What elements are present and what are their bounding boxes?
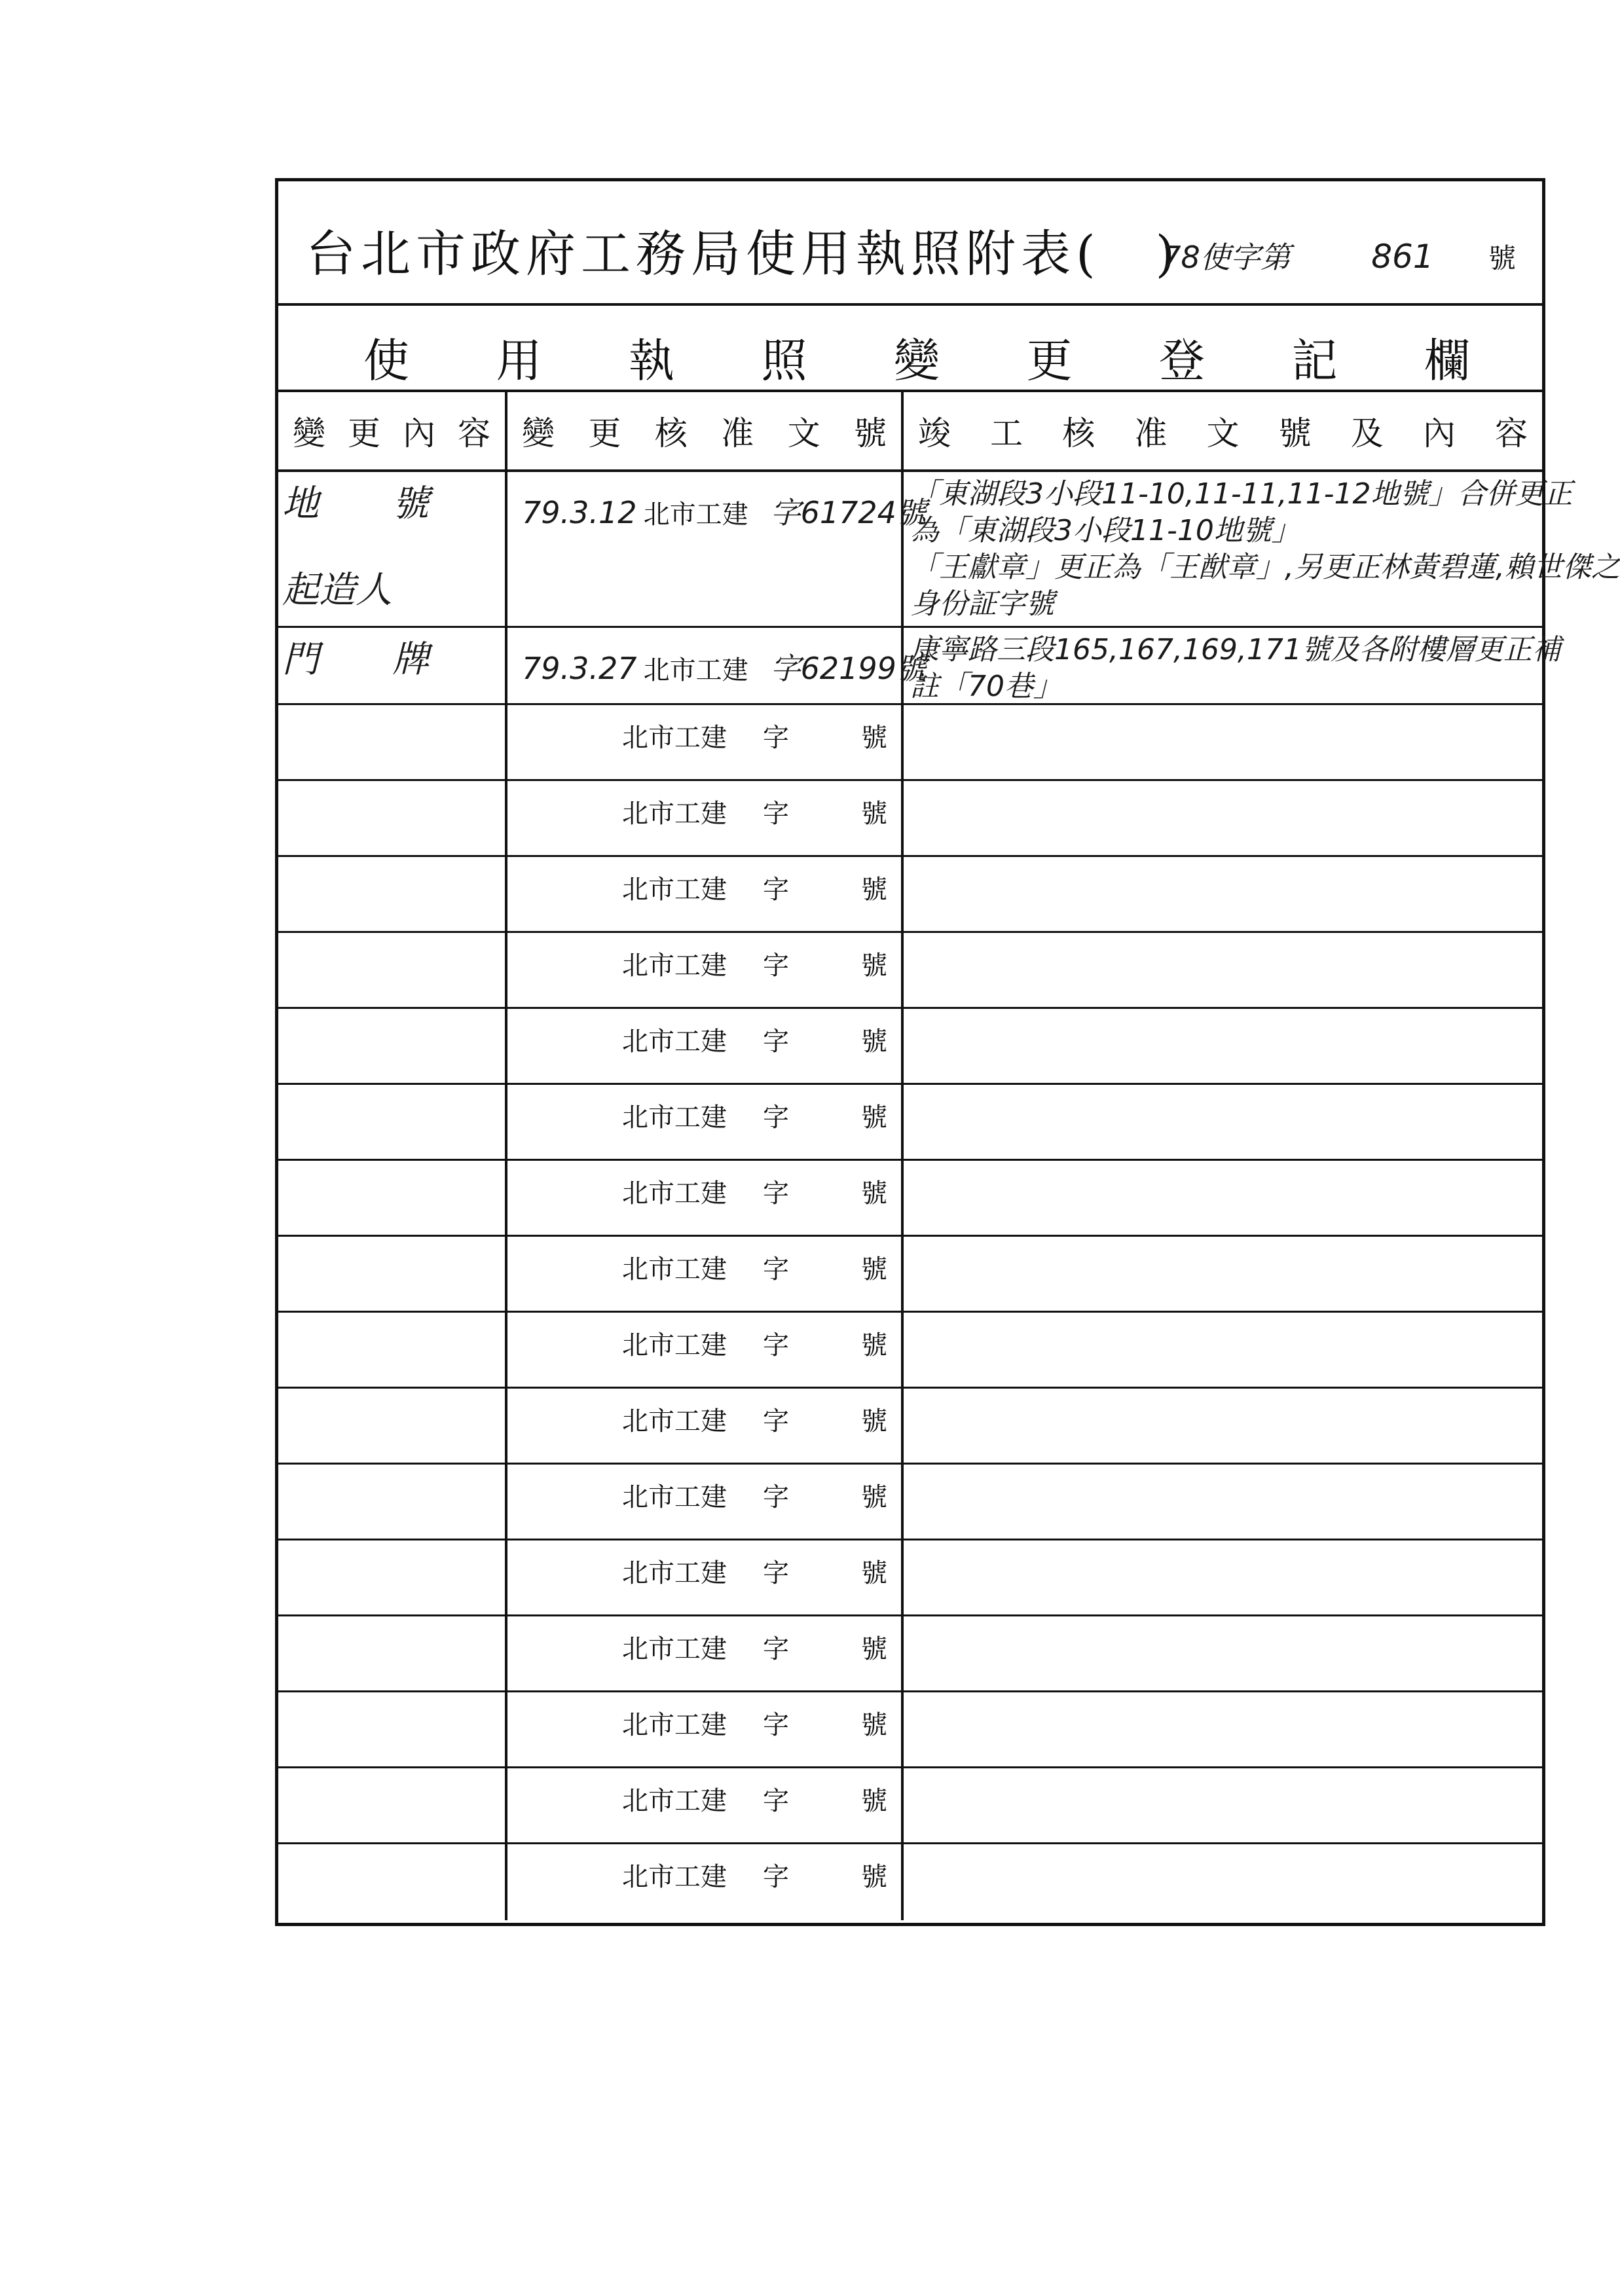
- approval-no-suffix: 號: [861, 1330, 887, 1360]
- cell-change-content: [278, 1009, 507, 1083]
- approval-office: 北市工建: [643, 655, 748, 685]
- approval-office: 北市工建: [622, 723, 727, 753]
- header-change-content-char: 變: [293, 414, 325, 452]
- section-title-char: 記: [1291, 334, 1338, 388]
- header-change-approval-char: 文: [787, 414, 820, 452]
- approval-char: 字: [763, 875, 789, 905]
- approval-char: 字: [763, 1862, 789, 1892]
- cell-change-approval: [507, 857, 904, 931]
- approval-date: 79.3.12: [522, 495, 637, 530]
- cell-change-approval: [507, 705, 904, 779]
- approval-no-suffix: 號: [861, 1102, 887, 1133]
- blank-table-row: [278, 1085, 1542, 1161]
- cell-change-approval: [507, 1313, 904, 1387]
- cell-change-approval: [507, 1540, 904, 1614]
- approval-office: 北市工建: [622, 1406, 727, 1436]
- change-item: 門 牌: [282, 638, 429, 681]
- cell-change-approval: [507, 1237, 904, 1311]
- approval-char: 字: [763, 1786, 789, 1816]
- completion-content-line: 康寧路三段165,167,169,171號及各附樓層更正補: [910, 633, 1561, 666]
- cell-change-approval: [507, 1389, 904, 1463]
- header-change-approval-char: 號: [853, 414, 887, 452]
- approval-char: 字: [763, 1178, 789, 1209]
- cell-completion: [904, 1465, 1542, 1539]
- blank-table-row: [278, 1692, 1542, 1768]
- approval-no-suffix: 號: [861, 1406, 887, 1436]
- approval-office: 北市工建: [622, 1027, 727, 1057]
- cell-change-approval: [507, 1768, 904, 1842]
- blank-approval-number: [622, 1097, 887, 1134]
- blank-approval-number: [622, 1248, 887, 1286]
- approval-office: 北市工建: [622, 951, 727, 981]
- approval-no: 字61724號: [770, 495, 927, 530]
- approval-char: 字: [763, 1710, 789, 1740]
- cell-completion: [904, 1161, 1542, 1235]
- blank-table-row: [278, 933, 1542, 1009]
- blank-approval-number: [622, 1400, 887, 1438]
- blank-table-row: [278, 1389, 1542, 1465]
- approval-number: [522, 489, 927, 532]
- header-completion-char: 核: [1062, 414, 1095, 452]
- header-change-content-char: 容: [458, 414, 490, 452]
- cell-completion: [904, 1389, 1542, 1463]
- cell-change-approval: [507, 1465, 904, 1539]
- header-completion: [904, 392, 1542, 469]
- cell-change-content: [278, 781, 507, 855]
- change-item: 起造人: [282, 569, 392, 611]
- cell-change-content: [278, 628, 507, 703]
- blank-table-row: [278, 1616, 1542, 1692]
- cell-completion: [904, 781, 1542, 855]
- blank-approval-number: [622, 1704, 887, 1741]
- section-title-char: 登: [1159, 334, 1205, 388]
- approval-char: 字: [763, 1406, 789, 1436]
- section-title-char: 變: [894, 334, 940, 388]
- blank-table-row: [278, 1540, 1542, 1616]
- cell-change-content: [278, 857, 507, 931]
- approval-office: 北市工建: [622, 1634, 727, 1664]
- section-title-char: 更: [1026, 334, 1073, 388]
- header-change-approval-char: 核: [654, 414, 688, 452]
- cell-change-approval: [507, 1844, 904, 1920]
- header-change-approval-char: 准: [721, 414, 754, 452]
- cell-completion: [904, 628, 1561, 703]
- approval-office: 北市工建: [622, 799, 727, 829]
- blank-table-row: [278, 1009, 1542, 1085]
- section-title-char: 執: [629, 334, 674, 388]
- cell-completion: [904, 1085, 1542, 1159]
- cell-change-content: [278, 1161, 507, 1235]
- cell-change-content: [278, 1540, 507, 1614]
- cell-change-content: [278, 1389, 507, 1463]
- cell-change-approval: [507, 1692, 904, 1766]
- cell-change-content: [278, 705, 507, 779]
- section-title-char: 使: [363, 334, 409, 388]
- cell-change-approval: [507, 472, 927, 626]
- blank-approval-number: [622, 1021, 887, 1058]
- cell-change-content: [278, 1465, 507, 1539]
- approval-no-suffix: 號: [861, 1710, 887, 1740]
- permit-number: 861: [1371, 238, 1434, 276]
- approval-char: 字: [763, 723, 789, 753]
- approval-no-suffix: 號: [861, 1634, 887, 1664]
- column-header-row: [278, 392, 1542, 472]
- cell-change-approval: [507, 781, 904, 855]
- approval-char: 字: [763, 1027, 789, 1057]
- header-change-content: [278, 392, 507, 469]
- approval-office: 北市工建: [622, 1102, 727, 1133]
- cell-completion: [904, 857, 1542, 931]
- cell-change-approval: [507, 933, 904, 1007]
- approval-char: 字: [763, 1254, 789, 1285]
- cell-change-approval: [507, 1085, 904, 1159]
- approval-no-suffix: 號: [861, 1254, 887, 1285]
- approval-char: 字: [763, 1634, 789, 1664]
- approval-char: 字: [763, 1482, 789, 1512]
- cell-change-content: [278, 1768, 507, 1842]
- cell-change-content: [278, 1844, 507, 1920]
- blank-approval-number: [622, 1856, 887, 1893]
- approval-office: 北市工建: [622, 875, 727, 905]
- header-completion-char: 准: [1134, 414, 1168, 452]
- cell-completion: [904, 1692, 1542, 1766]
- section-title-row: [278, 306, 1542, 392]
- section-title: [278, 306, 1542, 390]
- approval-char: 字: [763, 1558, 789, 1588]
- approval-no-suffix: 號: [861, 951, 887, 981]
- blank-table-row: [278, 705, 1542, 781]
- cell-change-content: [278, 1692, 507, 1766]
- permit-year: 78使字第: [1162, 240, 1291, 275]
- cell-completion: [904, 705, 1542, 779]
- approval-no-suffix: 號: [861, 799, 887, 829]
- blank-table-row: [278, 1161, 1542, 1237]
- section-title-char: 欄: [1424, 334, 1470, 388]
- header-completion-char: 及: [1350, 414, 1384, 452]
- table-row: [278, 628, 1561, 705]
- completion-content: [910, 632, 1561, 705]
- approval-office: 北市工建: [643, 500, 748, 530]
- cell-completion: [904, 1540, 1542, 1614]
- blank-table-row: [278, 1465, 1542, 1540]
- blank-table-row: [278, 857, 1542, 933]
- cell-change-approval: [507, 1616, 904, 1690]
- approval-office: 北市工建: [622, 1482, 727, 1512]
- approval-no-suffix: 號: [861, 1027, 887, 1057]
- cell-completion: [904, 1009, 1542, 1083]
- permit-number-block: [1162, 234, 1516, 277]
- cell-change-content: [278, 1313, 507, 1387]
- blank-table-row: [278, 781, 1542, 857]
- approval-office: 北市工建: [622, 1254, 727, 1285]
- blank-approval-number: [622, 1324, 887, 1362]
- approval-no-suffix: 號: [861, 723, 887, 753]
- blank-approval-number: [622, 793, 887, 830]
- completion-content-line: 註「70巷」: [910, 670, 1062, 703]
- cell-change-content: [278, 472, 507, 626]
- header-completion-char: 號: [1278, 414, 1312, 452]
- completion-content-line: 「王獻章」更正為「王猷章」,另更正林黃碧蓮,賴世傑之: [910, 551, 1620, 584]
- completion-content-line: 「東湖段3小段11-10,11-11,11-12地號」合併更正: [910, 477, 1573, 511]
- approval-office: 北市工建: [622, 1330, 727, 1360]
- header-change-approval-char: 更: [588, 414, 621, 452]
- approval-no-suffix: 號: [861, 1862, 887, 1892]
- cell-change-approval: [507, 1009, 904, 1083]
- cell-change-content: [278, 1085, 507, 1159]
- table-row: [278, 472, 1620, 628]
- header-completion-char: 工: [990, 414, 1023, 452]
- header-completion-char: 內: [1422, 414, 1456, 452]
- blank-approval-number: [622, 869, 887, 906]
- blank-approval-number: [622, 945, 887, 982]
- cell-completion: [904, 1313, 1542, 1387]
- approval-date: 79.3.27: [522, 651, 637, 686]
- blank-approval-number: [622, 1552, 887, 1590]
- change-item: 地 號: [282, 483, 429, 525]
- header-completion-char: 竣: [918, 414, 951, 452]
- cell-change-content: [278, 1237, 507, 1311]
- blank-approval-number: [622, 717, 887, 754]
- cell-completion: [904, 1768, 1542, 1842]
- approval-char: 字: [763, 951, 789, 981]
- header-change-approval: [507, 392, 904, 469]
- permit-attachment-form: [275, 178, 1620, 1926]
- approval-char: 字: [763, 1102, 789, 1133]
- cell-change-content: [278, 933, 507, 1007]
- header-completion-char: 容: [1495, 414, 1528, 452]
- approval-office: 北市工建: [622, 1178, 727, 1209]
- header-change-approval-char: 變: [522, 414, 555, 452]
- cell-completion: [904, 1237, 1542, 1311]
- header-change-content-char: 更: [348, 414, 380, 452]
- approval-no-suffix: 號: [861, 1558, 887, 1588]
- header-completion-char: 文: [1206, 414, 1240, 452]
- completion-content: [910, 476, 1620, 623]
- approval-no-suffix: 號: [861, 875, 887, 905]
- blank-table-row: [278, 1237, 1542, 1313]
- cell-completion: [904, 1844, 1542, 1920]
- blank-table-row: [278, 1313, 1542, 1389]
- approval-office: 北市工建: [622, 1710, 727, 1740]
- approval-no-suffix: 號: [861, 1786, 887, 1816]
- change-record-rows: [278, 472, 1620, 1920]
- permit-suffix: 號: [1488, 242, 1516, 274]
- approval-number: [522, 645, 927, 688]
- section-title-char: 用: [496, 334, 542, 388]
- completion-content-line: 身份証字號: [910, 587, 1054, 621]
- approval-no: 字62199號: [770, 651, 927, 686]
- cell-completion: [904, 472, 1620, 626]
- form-title: 台北市政府工務局使用執照附表( ): [306, 225, 1181, 283]
- approval-office: 北市工建: [622, 1786, 727, 1816]
- cell-completion: [904, 1616, 1542, 1690]
- approval-char: 字: [763, 799, 789, 829]
- blank-approval-number: [622, 1173, 887, 1210]
- approval-no-suffix: 號: [861, 1178, 887, 1209]
- section-title-char: 照: [761, 334, 807, 388]
- cell-change-content: [278, 1616, 507, 1690]
- cell-change-approval: [507, 1161, 904, 1235]
- blank-approval-number: [622, 1628, 887, 1666]
- blank-approval-number: [622, 1780, 887, 1817]
- header-change-content-char: 內: [403, 414, 435, 452]
- blank-table-row: [278, 1768, 1542, 1844]
- cell-change-approval: [507, 628, 927, 703]
- cell-completion: [904, 933, 1542, 1007]
- approval-office: 北市工建: [622, 1862, 727, 1892]
- approval-char: 字: [763, 1330, 789, 1360]
- blank-table-row: [278, 1844, 1542, 1920]
- completion-content-line: 為「東湖段3小段11-10地號」: [910, 514, 1300, 547]
- approval-office: 北市工建: [622, 1558, 727, 1588]
- blank-approval-number: [622, 1476, 887, 1514]
- title-row: [278, 181, 1542, 306]
- approval-no-suffix: 號: [861, 1482, 887, 1512]
